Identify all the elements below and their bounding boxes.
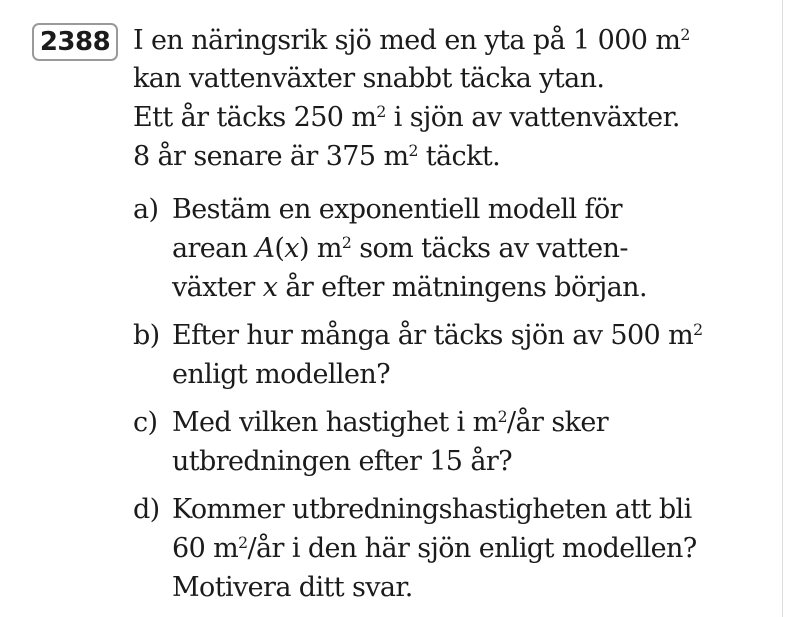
part-c-label: c) [133,407,158,438]
superscript: 2 [680,25,690,45]
intro-line-3 [133,104,680,131]
page-margin-rule [782,0,783,617]
superscript: 2 [341,233,352,253]
part-text: /år sker [507,407,609,438]
part-a-line-3 [172,274,647,301]
math-var-x: x [262,272,278,303]
superscript: 2 [693,320,703,340]
superscript: 2 [238,533,248,553]
math-paren: ( [274,233,285,264]
part-text: arean [172,233,256,264]
part-text: som täcks av vatten- [351,233,628,264]
unit: m [308,233,342,264]
part-a-line-2 [172,235,628,262]
part-d-label: d) [133,494,160,525]
math-var-A: A [255,233,275,264]
problem-number: 2388 [32,23,118,61]
part-text: år efter mätningens början. [277,272,647,303]
part-d-line-1: Kommer utbredningshastigheten att bli [172,494,692,525]
part-b-label: b) [133,320,160,351]
part-c-line-2: utbredningen efter 15 år? [172,446,513,477]
intro-text: 8 år senare är 375 m [133,141,409,172]
part-b-line-2: enligt modellen? [172,359,390,390]
superscript: 2 [497,407,508,427]
intro-text: kan vattenväxter snabbt täcka ytan. [133,63,605,94]
part-text: växter [172,272,263,303]
part-text: 60 m [172,533,239,564]
part-d-line-3: Motivera ditt svar. [172,572,413,603]
intro-line-2 [133,65,604,92]
math-var-x: x [284,233,299,264]
math-paren: ) [298,233,309,264]
part-text: Med vilken hastighet i m [172,407,498,438]
intro-line-4 [133,143,500,170]
intro-text: täckt. [417,141,501,172]
intro-text: i sjön av vattenväxter. [385,102,680,133]
part-a-label: a) [133,194,159,225]
superscript: 2 [408,141,418,161]
part-a-line-1: Bestäm en exponentiell modell för [172,194,622,225]
part-text: /år i den här sjön enligt modellen? [247,533,697,564]
part-d-line-2 [172,535,697,562]
intro-text: I en näringsrik sjö med en yta på 1 000 m [133,25,681,56]
part-text: Efter hur många år täcks sjön av 500 m [172,320,694,351]
intro-text: Ett år täcks 250 m [133,102,377,133]
part-b-line-1 [172,322,702,349]
part-c-line-1 [172,409,608,436]
superscript: 2 [376,102,386,122]
intro-line-1 [133,27,690,54]
